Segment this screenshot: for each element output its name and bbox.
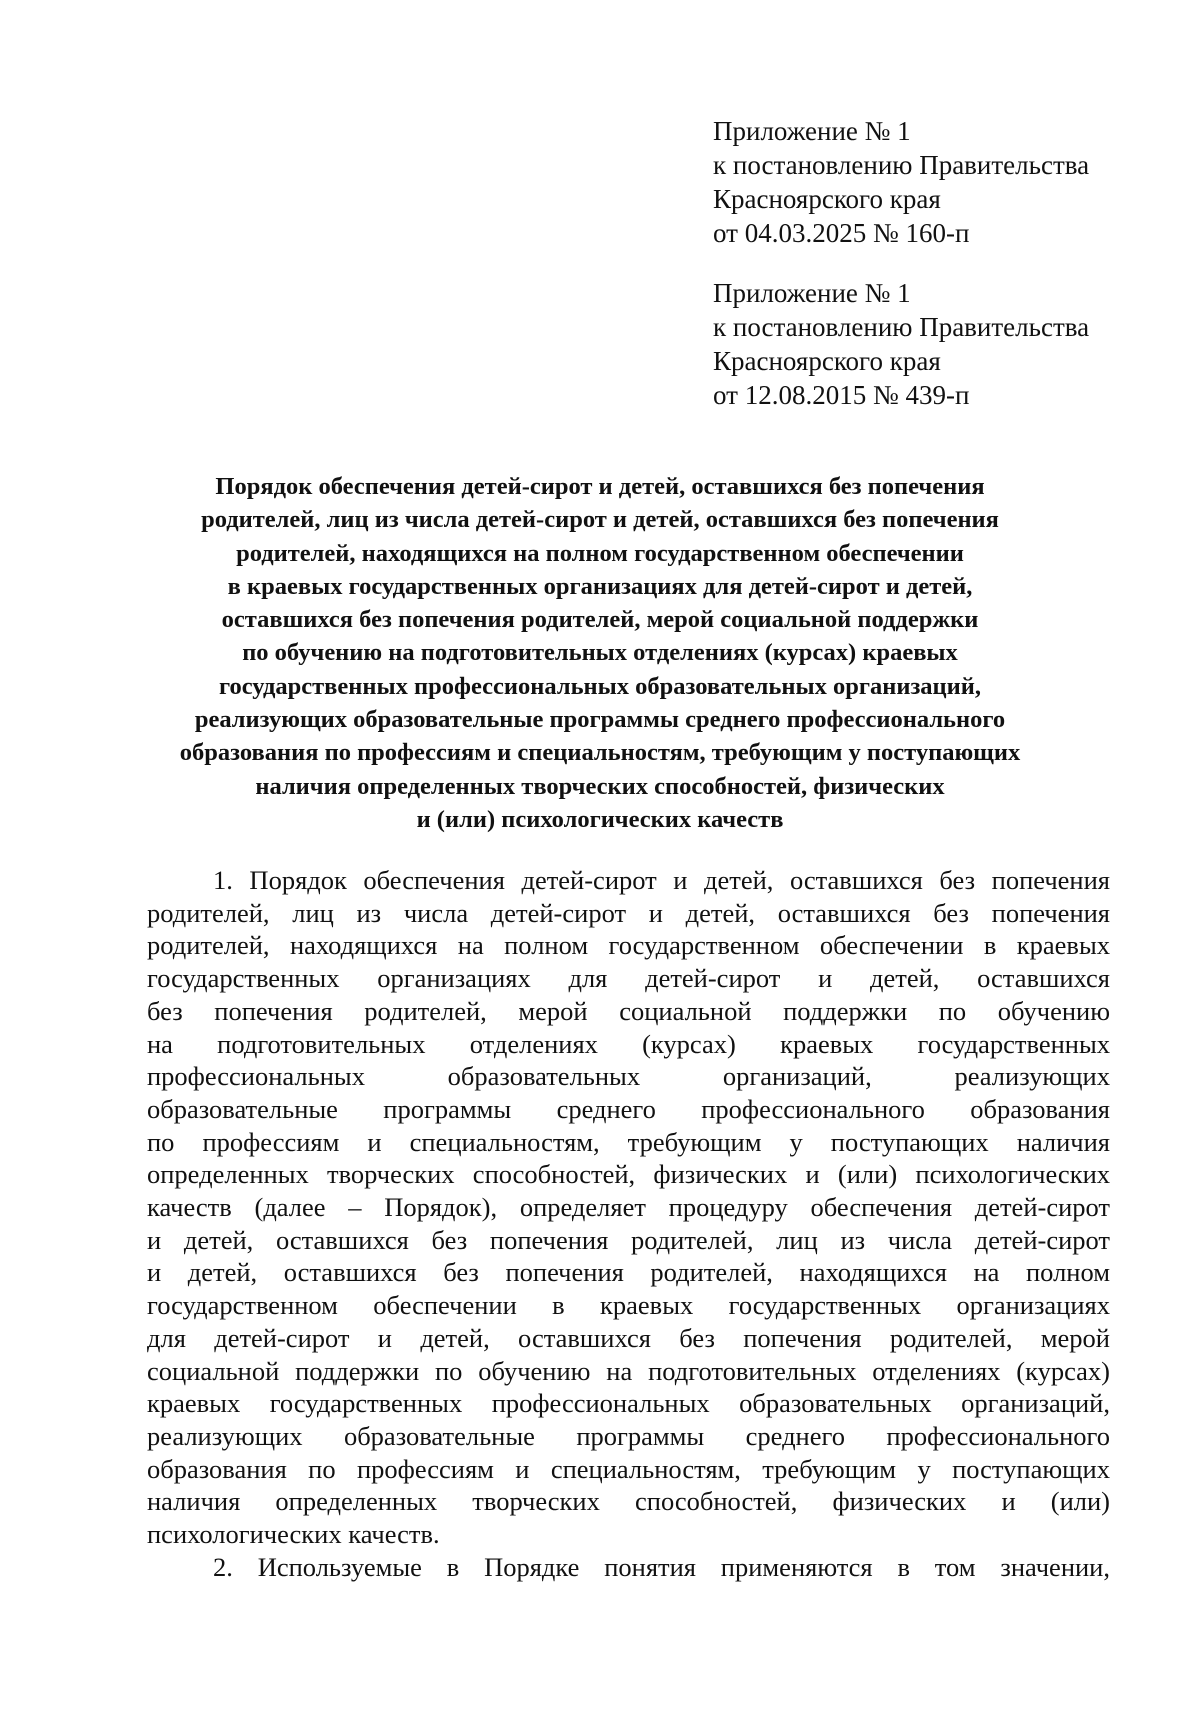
title-line: государственных профессиональных образовательных организаций,: [218, 672, 982, 700]
paragraph-1-line: родителей, находящихся на полном государственном обеспечении в краевых: [147, 930, 1110, 961]
appendix-date-line: от 12.08.2015 № 439-п: [713, 380, 970, 410]
document-title: [130, 470, 1070, 836]
document-body: [147, 864, 1110, 1583]
paragraph-1-line: государственных организациях для детей-сирот и детей, оставшихся: [147, 963, 1110, 994]
paragraph-1-line: профессиональных образовательных организаций, реализующих: [147, 1061, 1110, 1092]
paragraph-1-line: образовательные программы среднего профессионального образования: [147, 1093, 1110, 1124]
title-line: Порядок обеспечения детей-сирот и детей, оставшихся без попечения: [215, 473, 985, 500]
appendix-date-line: от 04.03.2025 № 160-п: [713, 218, 970, 248]
paragraph-1-line: определенных творческих способностей, физических и (или) психологических: [147, 1159, 1110, 1190]
title-line: в краевых государственных организациях для детей-сирот и детей,: [227, 572, 973, 600]
appendix-header-current: [713, 114, 1173, 250]
paragraph-1-line: реализующих образовательные программы среднего профессионального: [147, 1420, 1110, 1451]
title-line: родителей, лиц из числа детей-сирот и детей, оставшихся без попечения: [201, 506, 999, 534]
title-line: родителей, находящихся на полном государственном обеспечении: [236, 539, 964, 567]
title-line: по обучению на подготовительных отделениях (курсах) краевых: [242, 639, 958, 667]
paragraph-1-line: и детей, оставшихся без попечения родителей, находящихся на полном: [147, 1257, 1110, 1288]
paragraph-1-line: психологических качеств.: [147, 1519, 440, 1550]
appendix-line: Приложение № 1: [713, 116, 911, 146]
title-line: оставшихся без попечения родителей, мерой социальной поддержки: [221, 606, 979, 634]
title-line: реализующих образовательные программы среднего профессионального: [194, 706, 1006, 734]
paragraph-1-line: 1. Порядок обеспечения детей-сирот и детей, оставшихся без попечения: [213, 865, 1110, 895]
appendix-line: Красноярского края: [713, 184, 941, 214]
paragraph-1-line: без попечения родителей, мерой социальной поддержки по обучению: [147, 995, 1110, 1026]
title-line: образования по профессиям и специальностям, требующим у поступающих: [179, 739, 1021, 767]
paragraph-1-line: для детей-сирот и детей, оставшихся без попечения родителей, мерой: [147, 1322, 1110, 1353]
paragraph-1-line: и детей, оставшихся без попечения родителей, лиц из числа детей-сирот: [147, 1224, 1110, 1255]
paragraph-1-line: социальной поддержки по обучению на подготовительных отделениях (курсах): [147, 1355, 1110, 1386]
paragraph-2-line: 2. Используемые в Порядке понятия применяются в том значении,: [213, 1551, 1110, 1582]
appendix-line: Красноярского края: [713, 346, 941, 376]
appendix-line: к постановлению Правительства: [713, 150, 1090, 180]
paragraph-1-line: образования по профессиям и специальностям, требующим у поступающих: [147, 1453, 1110, 1484]
paragraph-1-line: родителей, лиц из числа детей-сирот и детей, оставшихся без попечения: [147, 897, 1110, 928]
title-line: наличия определенных творческих способностей, физических: [255, 772, 945, 800]
paragraph-1-line: наличия определенных творческих способностей, физических и (или): [147, 1486, 1110, 1517]
appendix-line: Приложение № 1: [713, 278, 911, 308]
paragraph-1-line: на подготовительных отделениях (курсах) краевых государственных: [147, 1028, 1110, 1059]
paragraph-1-line: краевых государственных профессиональных образовательных организаций,: [147, 1388, 1110, 1419]
appendix-header-original: [713, 276, 1173, 412]
title-line: и (или) психологических качеств: [416, 805, 784, 833]
paragraph-1-line: качеств (далее – Порядок), определяет процедуру обеспечения детей-сирот: [147, 1192, 1110, 1223]
paragraph-1-line: по профессиям и специальностям, требующим у поступающих наличия: [147, 1126, 1110, 1157]
appendix-line: к постановлению Правительства: [713, 312, 1090, 342]
paragraph-1-line: государственном обеспечении в краевых государственных организациях: [147, 1290, 1110, 1321]
